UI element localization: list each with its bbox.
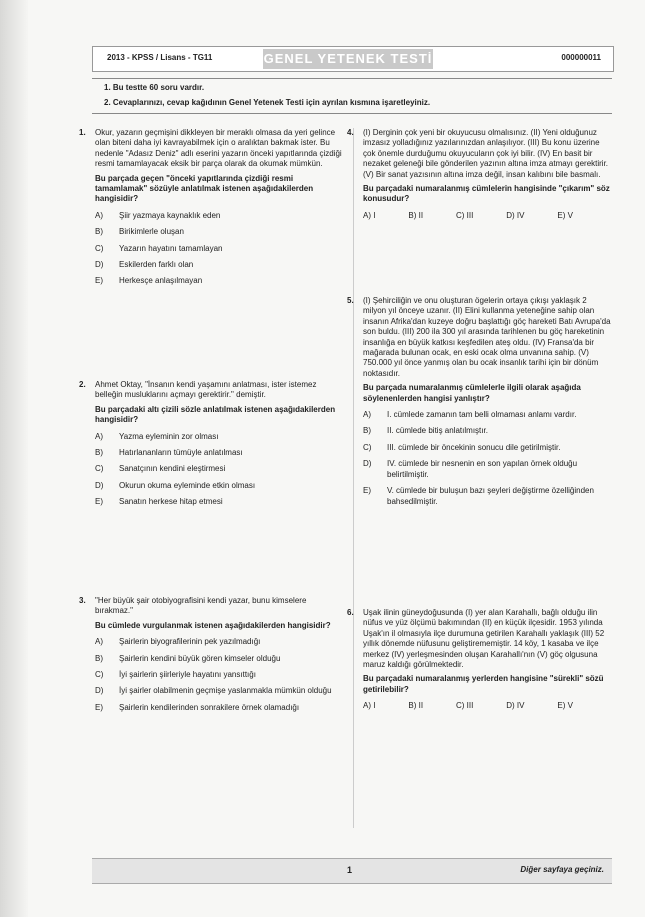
question-prompt: Bu parçada numaralanmış cümlelerle ilgili olarak aşağıda söylenenlerden hangisi yanlıştır? (363, 383, 581, 403)
question-5 (347, 296, 611, 507)
option-c[interactable]: C) İyi şairlerin şiirleriyle hayatını yansıttığı (95, 670, 256, 680)
options-row (363, 701, 573, 711)
question-number: 4. (347, 128, 354, 137)
option-e[interactable]: E) V (557, 210, 573, 220)
option-e[interactable]: E) Şairlerin kendilerinden sonrakilere örnek olamadığı (95, 702, 300, 712)
option-b[interactable]: B) Birikimlerle oluşan (95, 227, 184, 237)
question-prompt: Bu parçadaki altı çizili sözle anlatılmak istenen aşağıdakilerden hangisidir? (95, 404, 336, 425)
option-b[interactable]: B) II. cümlede bitiş anlatılmıştır. (363, 426, 488, 436)
question-prompt: Bu parçadaki numaralanmış cümlelerin hangisinde "çıkarım" söz konusudur? (363, 184, 610, 204)
question-stem: Uşak ilinin güneydoğusunda (I) yer alan Karahallı, bağlı olduğu ilin nüfus ve yüz ölçümü bakımından (II) en küçük ilçesidir. 1953 yılında Uşak'ın il olmasıyla ilçe durumuna getirilen Karahallı yaklaşık (III) 52 yıllık dönemde nüfusunu geliştirememiştir. 14 köy, 1 kasaba ve ilçe merkez (IV) yerleşmesinden oluşan Karahallı'nın (V) göç olgusuna maruz kaldığı görülmektedir. (363, 608, 605, 670)
option-e[interactable]: E) Herkesçe anlaşılmayan (95, 276, 203, 286)
test-title: GENEL YETENEK TESTİ (263, 49, 433, 69)
option-a[interactable]: A) I. cümlede zamanın tam belli olmaması anlamı vardır. (363, 410, 577, 420)
question-stem: Ahmet Oktay, "İnsanın kendi yaşamını anlatması, ister istemez belleğin musluklarını açmayı gerektirir." demiştir. (95, 380, 317, 400)
option-a[interactable]: A) I (363, 210, 376, 220)
question-4 (347, 128, 611, 221)
question-stem: (I) Şehirciliğin ve onu oluşturan ögelerin ortaya çıkışı yaklaşık 2 milyon yıl önceye uzanır. (II) Elini kullanma yeteneğine sahip olan insanın Afrika'dan kuzeye doğru başlattığı göç hareketi Batı Avrupa'da son buldu. (III) 200 ila 300 yıl arasında tarihlenen bu göç hareketinin insanlığa en büyük katkısı keşfedilen ateş oldu. (IV) Fransa'da bir mağarada bulunan ocak, en eski ocak olma unvanına sahip. (V) 750.000 yıl önce yanmış olan bu ocak insanlık tarihi için bir dönüm noktasıdır. (363, 296, 611, 378)
option-a[interactable]: A) I (363, 701, 376, 711)
question-prompt: Bu parçadaki numaralanmış yerlerden hangisine "sürekli" sözü getirilebilir? (363, 674, 604, 694)
question-number: 2. (79, 380, 86, 389)
column-divider (353, 128, 354, 828)
option-d[interactable]: D) Eskilerden farklı olan (95, 260, 194, 270)
option-d[interactable]: D) IV (506, 210, 525, 220)
question-prompt: Bu cümlede vurgulanmak istenen aşağıdakilerden hangisidir? (95, 620, 331, 630)
instruction-2: 2. Cevaplarınızı, cevap kağıdının Genel Yetenek Testi için ayrılan kısmına işaretleyiniz. (104, 98, 431, 107)
question-stem: Okur, yazarın geçmişini dikkleyen bir meraklı olmasa da yeri gelince olan biteni daha iyi kavrayabilmek için o aralıktan bakmak ister. Bu nedenle "Adasız Deniz" adlı eserini yazarın önceki yapıtlarında çizdiği resmi tamamlayacak eksik bir parça olarak da okumak mümkün. (95, 128, 342, 169)
instructions (92, 78, 612, 114)
page-footer (92, 858, 612, 884)
scan-shadow (0, 0, 28, 917)
question-2 (79, 380, 343, 508)
option-c[interactable]: C) III. cümlede bir öncekinin sonucu dile getirilmiştir. (363, 442, 561, 452)
question-number: 6. (347, 608, 354, 617)
option-d[interactable]: D) İyi şairler olabilmenin geçmişe yaslanmakla mümkün olduğu (95, 686, 332, 696)
question-number: 5. (347, 296, 354, 305)
page-number: 1 (347, 865, 353, 875)
question-prompt: Bu parçada geçen "önceki yapıtlarında çizdiği resmi tamamlamak" sözüyle anlatılmak istenen aşağıdakilerden hangisidir? (95, 173, 314, 204)
option-b[interactable]: B) Şairlerin kendini büyük gören kimseler olduğu (95, 653, 281, 663)
option-e[interactable]: E) V. cümlede bir buluşun bazı şeyleri değiştirme özelliğinden bahsedilmiştir. (363, 486, 594, 506)
question-number: 1. (79, 128, 86, 137)
option-d[interactable]: D) IV (506, 701, 525, 711)
option-a[interactable]: A) Şiir yazmaya kaynaklık eden (95, 210, 221, 220)
question-stem: "Her büyük şair otobiyografisini kendi yazar, bunu kimselere bırakmaz." (95, 596, 307, 616)
option-e[interactable]: E) V (557, 701, 573, 711)
option-b[interactable]: B) Hatırlananların tümüyle anlatılması (95, 448, 243, 458)
option-a[interactable]: A) Yazma eyleminin zor olması (95, 431, 219, 441)
exam-code: 2013 - KPSS / Lisans - TG11 (107, 53, 213, 62)
options-row (363, 211, 573, 221)
question-3 (79, 596, 343, 713)
instruction-1: 1. Bu testte 60 soru vardır. (104, 83, 205, 92)
option-b[interactable]: B) II (408, 701, 424, 711)
question-number: 3. (79, 596, 86, 605)
question-6 (347, 608, 611, 712)
option-c[interactable]: C) Sanatçının kendini eleştirmesi (95, 464, 226, 474)
exam-header (92, 46, 614, 72)
option-d[interactable]: D) IV. cümlede bir nesnenin en son yapılan örnek olduğu belirtilmiştir. (363, 459, 578, 479)
option-c[interactable]: C) Yazarın hayatını tamamlayan (95, 243, 223, 253)
option-c[interactable]: C) III (455, 701, 474, 711)
option-e[interactable]: E) Sanatın herkese hitap etmesi (95, 497, 223, 507)
option-c[interactable]: C) III (455, 210, 474, 220)
question-stem: (I) Derginin çok yeni bir okuyucusu olmalısınız. (II) Yeni olduğunuz imzasız yolladığınız yazılarınızdan anlaşılıyor. (III) Bu konu üzerine çok önemle durduğumu okuyucuların çok iyi bilir. (IV) En basit bir nezaket geleneği bile gönderilen yazının altına imza atmayı gerektirir. (V) Bir sanat yazısının altına imza değil, insan kalıbını bile basmalı. (363, 128, 609, 179)
question-1 (79, 128, 343, 287)
option-d[interactable]: D) Okurun okuma eyleminde etkin olması (95, 480, 256, 490)
option-a[interactable]: A) Şairlerin biyografilerinin pek yazılmadığı (95, 637, 261, 647)
next-page-note: Diğer sayfaya geçiniz. (520, 865, 604, 874)
serial-number: 000000011 (561, 53, 601, 62)
option-b[interactable]: B) II (408, 210, 424, 220)
